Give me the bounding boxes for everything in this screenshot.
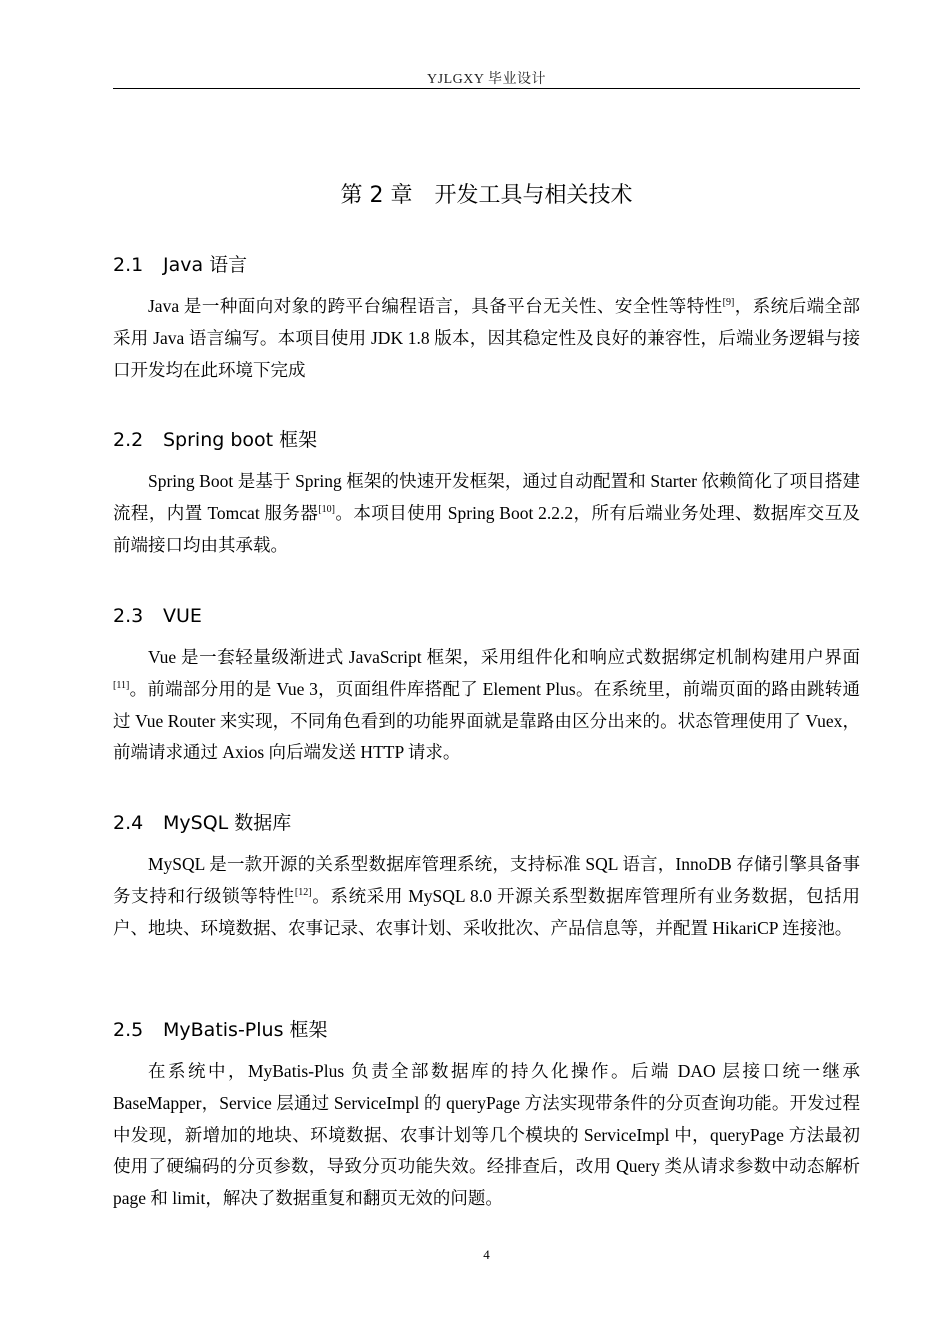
section-2-3 [113, 601, 860, 769]
section-2-1 [113, 250, 860, 386]
section-paragraph [113, 291, 860, 386]
section-heading [113, 808, 860, 838]
section-title: MyBatis-Plus 框架 [163, 1019, 328, 1041]
section-number: 2.5 [113, 1019, 144, 1041]
section-number: 2.4 [113, 812, 144, 834]
section-heading [113, 601, 860, 631]
paragraph-text: MySQL 是一款开源的关系型数据库管理系统，支持标准 SQL 语言，InnoDB 存储引擎具备事务支持和行级锁等特性 [113, 854, 860, 906]
citation-ref: [10] [318, 503, 335, 515]
section-heading [113, 425, 860, 455]
citation-ref: [12] [294, 886, 312, 898]
running-header: YJLGXY 毕业设计 [427, 72, 546, 87]
paragraph-text: Java 是一种面向对象的跨平台编程语言，具备平台无关性、安全性等特性 [148, 296, 723, 316]
section-title: Java 语言 [163, 254, 248, 276]
section-title: MySQL 数据库 [163, 812, 292, 834]
paragraph-text: Vue 是一套轻量级渐进式 JavaScript 框架，采用组件化和响应式数据绑定机制构建用户界面 [148, 647, 860, 667]
section-2-2 [113, 425, 860, 561]
paragraph-text: ，系统后端全部采用 Java 语言编写。本项目使用 JDK 1.8 版本，因其稳定性及良好的兼容性，后端业务逻辑与接口开发均在此环境下完成 [113, 296, 861, 380]
section-2-4 [113, 808, 860, 944]
section-paragraph [113, 1056, 860, 1215]
paragraph-text: 。本项目使用 Spring Boot 2.2.2，所有后端业务处理、数据库交互及前端接口均由其承载。 [113, 502, 860, 555]
header-rule [113, 88, 860, 89]
citation-ref: [11] [113, 679, 130, 691]
paragraph-text: 。系统采用 MySQL 8.0 开源关系型数据库管理所有业务数据，包括用户、地块、环境数据、农事记录、农事计划、采收批次、产品信息等，并配置 HikariCP 连接池。 [113, 885, 860, 938]
section-heading [113, 250, 860, 280]
paragraph-text: 。前端部分用的是 Vue 3，页面组件库搭配了 Element Plus。在系统里，前端页面的路由跳转通过 Vue Router 来实现，不同角色看到的功能界面就是靠路由区分出来的。状态管理使用了 Vuex，前端请求通过 Axios 向后端发送 HTTP 请求。 [113, 678, 860, 763]
section-2-5 [113, 1015, 860, 1215]
section-paragraph [113, 466, 860, 561]
section-number: 2.2 [113, 429, 144, 451]
section-title: VUE [163, 605, 202, 627]
section-number: 2.1 [113, 254, 144, 276]
page-number: 4 [483, 1247, 490, 1262]
paragraph-text: Spring Boot 是基于 Spring 框架的快速开发框架，通过自动配置和 Starter 依赖简化了项目搭建流程，内置 Tomcat 服务器 [113, 471, 860, 523]
section-number: 2.3 [113, 605, 144, 627]
section-paragraph [113, 849, 860, 944]
section-paragraph [113, 642, 860, 769]
paragraph-text: 在系统中，MyBatis-Plus 负责全部数据库的持久化操作。后端 DAO 层接口统一继承 BaseMapper，Service 层通过 ServiceImpl 的 queryPage 方法实现带条件的分页查询功能。开发过程中发现，新增加的地块、环境数据、农事计划等几个模块的 ServiceImpl 中，queryPage 方法最初使用了硬编码的分页参数，导致分页功能失效。经排查后，改用 Query 类从请求参数中动态解析 page 和 limit，解决了数据重复和翻页无效的问题。 [113, 1061, 860, 1209]
section-title: Spring boot 框架 [163, 429, 318, 451]
section-heading [113, 1015, 860, 1045]
chapter-title: 第 2 章 开发工具与相关技术 [340, 183, 633, 208]
citation-ref: [9] [722, 297, 735, 308]
